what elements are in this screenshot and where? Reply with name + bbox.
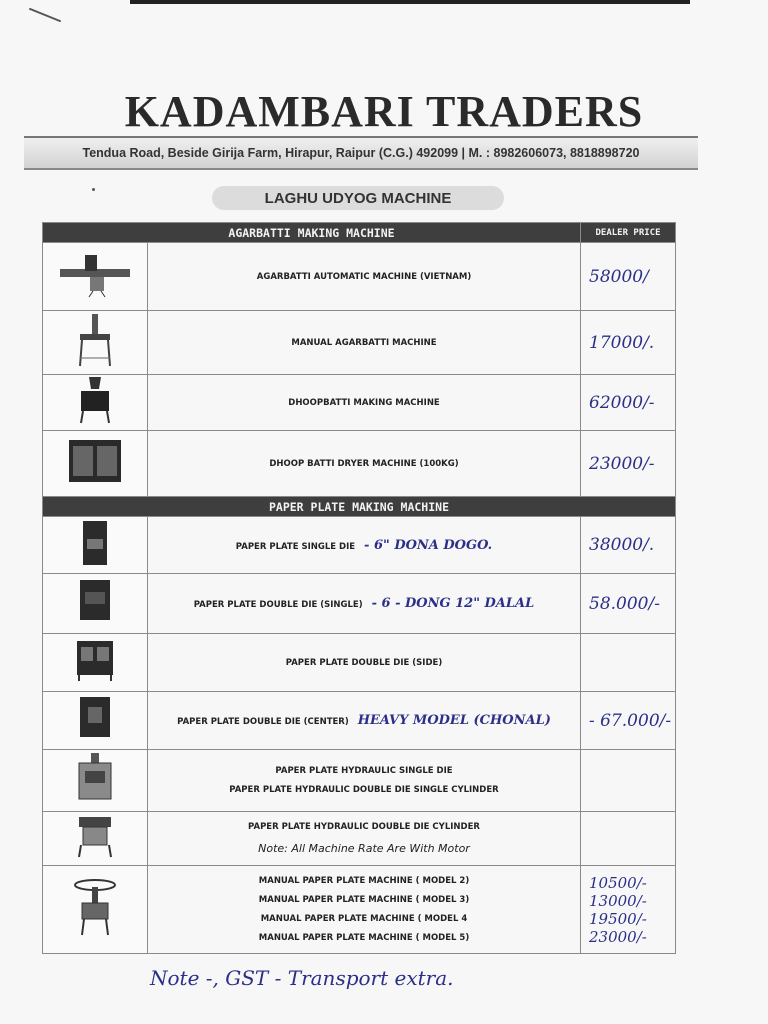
table-row: [43, 311, 676, 375]
machine-name: [148, 692, 581, 750]
model-name: MANUAL PAPER PLATE MACHINE ( MODEL 2): [258, 875, 470, 886]
model-name: MANUAL PAPER PLATE MACHINE ( MODEL 3): [258, 894, 470, 905]
section-title: AGARBATTI MAKING MACHINE: [43, 223, 581, 243]
price-cell: [581, 311, 676, 375]
table-row: [43, 692, 676, 750]
price-cell: [581, 375, 676, 431]
price-cell: [581, 574, 676, 634]
price-cell: [581, 692, 676, 750]
machine-name: PAPER PLATE DOUBLE DIE (SIDE): [148, 634, 581, 692]
manual-paper-plate-machine-icon: [72, 877, 118, 937]
dryer-machine-icon: [65, 436, 125, 486]
machine-name: [148, 750, 581, 812]
machine-image-cell: [43, 692, 148, 750]
machine-image-cell: [43, 866, 148, 954]
table-row: [43, 812, 676, 866]
address-bar: [24, 136, 698, 170]
dealer-price: 62000/-: [589, 392, 655, 413]
machine-name: MANUAL AGARBATTI MACHINE: [148, 311, 581, 375]
dealer-price: 10500/-: [589, 873, 647, 892]
top-edge-band: [130, 0, 690, 4]
paper-plate-double-die-single-icon: [77, 578, 113, 624]
paper-plate-double-die-side-icon: [73, 637, 117, 683]
price-cell: [581, 517, 676, 574]
table-row: [43, 574, 676, 634]
dealer-price-header: DEALER PRICE: [581, 223, 676, 243]
machine-name: DHOOPBATTI MAKING MACHINE: [148, 375, 581, 431]
handwritten-note: HEAVY MODEL (CHONAL): [357, 713, 551, 728]
machine-name-text: PAPER PLATE SINGLE DIE: [235, 541, 356, 552]
dhoopbatti-machine-icon: [73, 375, 117, 425]
table-row: [43, 750, 676, 812]
machine-image-cell: [43, 517, 148, 574]
address-text: Tendua Road, Beside Girija Farm, Hirapur, Raipur (C.G.) 492099 | M. : 8982606073, 8818898720: [82, 146, 640, 160]
table-row: [43, 866, 676, 954]
machine-name: [148, 574, 581, 634]
price-table: [42, 222, 676, 954]
machine-image-cell: [43, 750, 148, 812]
machine-name: AGARBATTI AUTOMATIC MACHINE (VIETNAM): [148, 243, 581, 311]
dealer-price: 23000/-: [589, 453, 655, 474]
machine-image-cell: [43, 431, 148, 497]
machine-name: [148, 866, 581, 954]
hydraulic-double-die-icon: [73, 813, 117, 859]
machine-name: [148, 812, 581, 866]
manual-agarbatti-machine-icon: [70, 312, 120, 368]
machine-name: [148, 517, 581, 574]
dealer-price: - 67.000/-: [589, 710, 672, 731]
machine-image-cell: [43, 243, 148, 311]
table-row: [43, 634, 676, 692]
pen-mark: [29, 8, 61, 23]
machine-image-cell: [43, 634, 148, 692]
dealer-price: 13000/-: [589, 891, 647, 910]
table-row: [43, 375, 676, 431]
machine-name-text: PAPER PLATE DOUBLE DIE (SINGLE): [193, 600, 363, 610]
paper-plate-single-die-icon: [80, 519, 110, 567]
price-cell: [581, 866, 676, 954]
price-cell: [581, 243, 676, 311]
table-row: [43, 517, 676, 574]
machine-name-text: PAPER PLATE DOUBLE DIE (CENTER): [177, 717, 349, 727]
subtitle-pill: [212, 186, 504, 210]
price-cell: [581, 634, 676, 692]
machine-name-text: PAPER PLATE HYDRAULIC DOUBLE DIE SINGLE CYLINDER: [229, 784, 499, 795]
model-name: MANUAL PAPER PLATE MACHINE ( MODEL 4: [260, 913, 468, 924]
table-row: [43, 431, 676, 497]
dealer-price: 38000/.: [589, 535, 655, 555]
section-header-agarbatti: [43, 223, 676, 243]
hydraulic-machine-icon: [75, 751, 115, 805]
section-header-paper-plate: [43, 497, 676, 517]
dealer-price: 58000/: [589, 266, 649, 287]
machine-image-cell: [43, 311, 148, 375]
machine-image-cell: [43, 574, 148, 634]
dealer-price: 23000/-: [589, 927, 647, 946]
price-cell: [581, 431, 676, 497]
model-name: MANUAL PAPER PLATE MACHINE ( MODEL 5): [258, 932, 470, 943]
machine-name-text: PAPER PLATE HYDRAULIC SINGLE DIE: [275, 765, 453, 776]
handwritten-footer-note: Note -, GST - Transport extra.: [150, 966, 454, 990]
motor-note: Note: All Machine Rate Are With Motor: [258, 842, 470, 855]
paper-plate-double-die-center-icon: [77, 695, 113, 741]
section-title: PAPER PLATE MAKING MACHINE: [43, 497, 676, 517]
machine-name-text: PAPER PLATE HYDRAULIC DOUBLE DIE CYLINDER: [248, 822, 480, 832]
machine-name: DHOOP BATTI DRYER MACHINE (100KG): [148, 431, 581, 497]
dealer-price: 19500/-: [589, 909, 647, 928]
agarbatti-automatic-machine-icon: [55, 249, 135, 299]
machine-image-cell: [43, 812, 148, 866]
table-row: [43, 243, 676, 311]
handwritten-note: - 6 - DONG 12" DALAL: [371, 596, 535, 611]
stray-dot: [92, 188, 95, 191]
handwritten-note: - 6" DONA DOGO.: [364, 537, 493, 553]
subtitle-text: LAGHU UDYOG MACHINE: [264, 189, 452, 207]
company-title: KADAMBARI TRADERS: [124, 87, 644, 136]
price-cell: [581, 812, 676, 866]
machine-image-cell: [43, 375, 148, 431]
price-cell: [581, 750, 676, 812]
dealer-price: 17000/.: [589, 332, 655, 353]
dealer-price: 58.000/-: [589, 593, 660, 614]
